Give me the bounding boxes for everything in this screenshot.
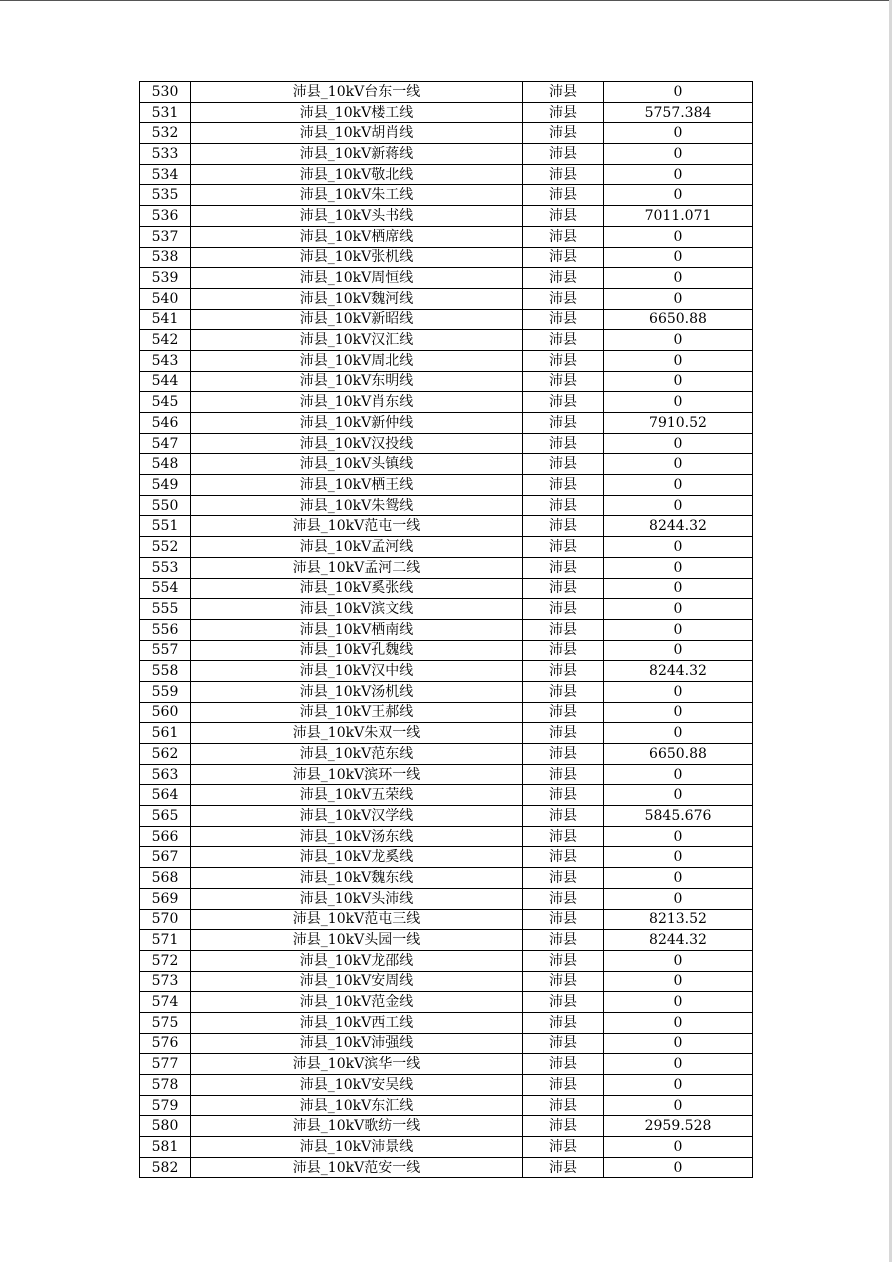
line-name-cell: 沛县_10kV栖席线: [191, 226, 523, 247]
row-number-cell: 561: [140, 723, 191, 744]
table-row: [140, 826, 753, 847]
line-name-cell: 沛县_10kV胡肖线: [191, 123, 523, 144]
table-row: [140, 1033, 753, 1054]
row-number-cell: 580: [140, 1116, 191, 1137]
row-number-cell: 548: [140, 454, 191, 475]
value-cell: 0: [604, 226, 753, 247]
value-cell: 0: [604, 268, 753, 289]
value-cell: 6650.88: [604, 744, 753, 765]
county-cell: 沛县: [523, 1095, 604, 1116]
county-cell: 沛县: [523, 764, 604, 785]
line-name-cell: 沛县_10kV新仲线: [191, 413, 523, 434]
value-cell: 0: [604, 454, 753, 475]
county-cell: 沛县: [523, 433, 604, 454]
line-name-cell: 沛县_10kV头书线: [191, 206, 523, 227]
county-cell: 沛县: [523, 309, 604, 330]
value-cell: 8244.32: [604, 930, 753, 951]
row-number-cell: 578: [140, 1075, 191, 1096]
value-cell: 0: [604, 164, 753, 185]
row-number-cell: 549: [140, 475, 191, 496]
row-number-cell: 547: [140, 433, 191, 454]
value-cell: 0: [604, 330, 753, 351]
row-number-cell: 538: [140, 247, 191, 268]
value-cell: 0: [604, 764, 753, 785]
county-cell: 沛县: [523, 599, 604, 620]
table-row: [140, 1075, 753, 1096]
row-number-cell: 532: [140, 123, 191, 144]
row-number-cell: 562: [140, 744, 191, 765]
table-row: [140, 930, 753, 951]
table-row: [140, 971, 753, 992]
county-cell: 沛县: [523, 537, 604, 558]
line-name-cell: 沛县_10kV奚张线: [191, 578, 523, 599]
row-number-cell: 563: [140, 764, 191, 785]
county-cell: 沛县: [523, 413, 604, 434]
table-row: [140, 1116, 753, 1137]
county-cell: 沛县: [523, 350, 604, 371]
line-name-cell: 沛县_10kV汉投线: [191, 433, 523, 454]
line-name-cell: 沛县_10kV孔魏线: [191, 640, 523, 661]
value-cell: 0: [604, 433, 753, 454]
county-cell: 沛县: [523, 702, 604, 723]
value-cell: 0: [604, 826, 753, 847]
table-row: [140, 806, 753, 827]
value-cell: 0: [604, 350, 753, 371]
row-number-cell: 545: [140, 392, 191, 413]
table-row: [140, 723, 753, 744]
line-name-cell: 沛县_10kV沛强线: [191, 1033, 523, 1054]
value-cell: 0: [604, 1157, 753, 1178]
county-cell: 沛县: [523, 723, 604, 744]
line-name-cell: 沛县_10kV魏河线: [191, 288, 523, 309]
line-name-cell: 沛县_10kV滨华一线: [191, 1054, 523, 1075]
county-cell: 沛县: [523, 909, 604, 930]
line-name-cell: 沛县_10kV范金线: [191, 992, 523, 1013]
line-name-cell: 沛县_10kV西工线: [191, 1012, 523, 1033]
county-cell: 沛县: [523, 950, 604, 971]
line-name-cell: 沛县_10kV张机线: [191, 247, 523, 268]
row-number-cell: 537: [140, 226, 191, 247]
county-cell: 沛县: [523, 1157, 604, 1178]
row-number-cell: 534: [140, 164, 191, 185]
line-name-cell: 沛县_10kV栖王线: [191, 475, 523, 496]
row-number-cell: 541: [140, 309, 191, 330]
value-cell: 0: [604, 1137, 753, 1158]
county-cell: 沛县: [523, 102, 604, 123]
county-cell: 沛县: [523, 185, 604, 206]
table-row: [140, 330, 753, 351]
table-row: [140, 1012, 753, 1033]
line-name-cell: 沛县_10kV五荣线: [191, 785, 523, 806]
row-number-cell: 558: [140, 661, 191, 682]
table-row: [140, 413, 753, 434]
table-row: [140, 640, 753, 661]
table-row: [140, 123, 753, 144]
line-name-cell: 沛县_10kV汉学线: [191, 806, 523, 827]
value-cell: 0: [604, 599, 753, 620]
row-number-cell: 573: [140, 971, 191, 992]
table-row: [140, 206, 753, 227]
county-cell: 沛县: [523, 1116, 604, 1137]
line-name-cell: 沛县_10kV汤机线: [191, 681, 523, 702]
value-cell: 0: [604, 992, 753, 1013]
value-cell: 5845.676: [604, 806, 753, 827]
line-name-cell: 沛县_10kV周恒线: [191, 268, 523, 289]
line-name-cell: 沛县_10kV头园一线: [191, 930, 523, 951]
table-row: [140, 185, 753, 206]
line-name-cell: 沛县_10kV范屯三线: [191, 909, 523, 930]
value-cell: 0: [604, 371, 753, 392]
line-name-cell: 沛县_10kV范屯一线: [191, 516, 523, 537]
row-number-cell: 564: [140, 785, 191, 806]
county-cell: 沛县: [523, 475, 604, 496]
value-cell: 0: [604, 82, 753, 103]
county-cell: 沛县: [523, 1137, 604, 1158]
table-row: [140, 619, 753, 640]
row-number-cell: 571: [140, 930, 191, 951]
value-cell: 6650.88: [604, 309, 753, 330]
table-row: [140, 82, 753, 103]
table-row: [140, 599, 753, 620]
row-number-cell: 567: [140, 847, 191, 868]
row-number-cell: 559: [140, 681, 191, 702]
line-name-cell: 沛县_10kV汉中线: [191, 661, 523, 682]
line-name-cell: 沛县_10kV朱双一线: [191, 723, 523, 744]
value-cell: 0: [604, 1012, 753, 1033]
line-name-cell: 沛县_10kV新昭线: [191, 309, 523, 330]
row-number-cell: 556: [140, 619, 191, 640]
value-cell: 0: [604, 868, 753, 889]
county-cell: 沛县: [523, 454, 604, 475]
county-cell: 沛县: [523, 516, 604, 537]
county-cell: 沛县: [523, 930, 604, 951]
feeder-table-body: [140, 82, 753, 1178]
row-number-cell: 553: [140, 557, 191, 578]
table-row: [140, 909, 753, 930]
table-row: [140, 847, 753, 868]
line-name-cell: 沛县_10kV台东一线: [191, 82, 523, 103]
line-name-cell: 沛县_10kV栖南线: [191, 619, 523, 640]
value-cell: 7910.52: [604, 413, 753, 434]
value-cell: 0: [604, 950, 753, 971]
value-cell: 0: [604, 640, 753, 661]
table-row: [140, 309, 753, 330]
row-number-cell: 543: [140, 350, 191, 371]
line-name-cell: 沛县_10kV周北线: [191, 350, 523, 371]
table-row: [140, 578, 753, 599]
value-cell: 0: [604, 619, 753, 640]
row-number-cell: 539: [140, 268, 191, 289]
county-cell: 沛县: [523, 206, 604, 227]
line-name-cell: 沛县_10kV新蒋线: [191, 144, 523, 165]
county-cell: 沛县: [523, 744, 604, 765]
value-cell: 8244.32: [604, 661, 753, 682]
table-row: [140, 557, 753, 578]
county-cell: 沛县: [523, 971, 604, 992]
line-name-cell: 沛县_10kV头镇线: [191, 454, 523, 475]
table-row: [140, 1137, 753, 1158]
table-row: [140, 681, 753, 702]
county-cell: 沛县: [523, 847, 604, 868]
row-number-cell: 530: [140, 82, 191, 103]
county-cell: 沛县: [523, 144, 604, 165]
value-cell: 7011.071: [604, 206, 753, 227]
row-number-cell: 540: [140, 288, 191, 309]
county-cell: 沛县: [523, 578, 604, 599]
row-number-cell: 531: [140, 102, 191, 123]
line-name-cell: 沛县_10kV汤东线: [191, 826, 523, 847]
row-number-cell: 581: [140, 1137, 191, 1158]
county-cell: 沛县: [523, 1012, 604, 1033]
value-cell: 0: [604, 702, 753, 723]
value-cell: 0: [604, 1075, 753, 1096]
table-row: [140, 1054, 753, 1075]
county-cell: 沛县: [523, 392, 604, 413]
row-number-cell: 575: [140, 1012, 191, 1033]
row-number-cell: 536: [140, 206, 191, 227]
line-name-cell: 沛县_10kV安吴线: [191, 1075, 523, 1096]
line-name-cell: 沛县_10kV魏东线: [191, 868, 523, 889]
line-name-cell: 沛县_10kV朱鸳线: [191, 495, 523, 516]
table-row: [140, 144, 753, 165]
row-number-cell: 533: [140, 144, 191, 165]
line-name-cell: 沛县_10kV滨环一线: [191, 764, 523, 785]
row-number-cell: 565: [140, 806, 191, 827]
row-number-cell: 551: [140, 516, 191, 537]
table-row: [140, 454, 753, 475]
county-cell: 沛县: [523, 806, 604, 827]
line-name-cell: 沛县_10kV龙奚线: [191, 847, 523, 868]
county-cell: 沛县: [523, 868, 604, 889]
row-number-cell: 546: [140, 413, 191, 434]
line-name-cell: 沛县_10kV肖东线: [191, 392, 523, 413]
county-cell: 沛县: [523, 1033, 604, 1054]
table-row: [140, 475, 753, 496]
line-name-cell: 沛县_10kV头沛线: [191, 888, 523, 909]
table-row: [140, 350, 753, 371]
row-number-cell: 560: [140, 702, 191, 723]
row-number-cell: 550: [140, 495, 191, 516]
table-row: [140, 392, 753, 413]
table-row: [140, 1157, 753, 1178]
value-cell: 0: [604, 123, 753, 144]
county-cell: 沛县: [523, 226, 604, 247]
table-row: [140, 950, 753, 971]
value-cell: 0: [604, 392, 753, 413]
line-name-cell: 沛县_10kV汉汇线: [191, 330, 523, 351]
table-row: [140, 495, 753, 516]
county-cell: 沛县: [523, 1054, 604, 1075]
county-cell: 沛县: [523, 164, 604, 185]
row-number-cell: 555: [140, 599, 191, 620]
table-row: [140, 247, 753, 268]
county-cell: 沛县: [523, 640, 604, 661]
line-name-cell: 沛县_10kV敬北线: [191, 164, 523, 185]
county-cell: 沛县: [523, 785, 604, 806]
table-row: [140, 702, 753, 723]
county-cell: 沛县: [523, 619, 604, 640]
county-cell: 沛县: [523, 992, 604, 1013]
county-cell: 沛县: [523, 247, 604, 268]
table-row: [140, 288, 753, 309]
row-number-cell: 535: [140, 185, 191, 206]
value-cell: 0: [604, 185, 753, 206]
row-number-cell: 566: [140, 826, 191, 847]
value-cell: 8244.32: [604, 516, 753, 537]
value-cell: 8213.52: [604, 909, 753, 930]
row-number-cell: 577: [140, 1054, 191, 1075]
row-number-cell: 576: [140, 1033, 191, 1054]
line-name-cell: 沛县_10kV沛景线: [191, 1137, 523, 1158]
county-cell: 沛县: [523, 1075, 604, 1096]
line-name-cell: 沛县_10kV范安一线: [191, 1157, 523, 1178]
table-row: [140, 661, 753, 682]
county-cell: 沛县: [523, 681, 604, 702]
county-cell: 沛县: [523, 888, 604, 909]
county-cell: 沛县: [523, 268, 604, 289]
county-cell: 沛县: [523, 288, 604, 309]
row-number-cell: 552: [140, 537, 191, 558]
row-number-cell: 568: [140, 868, 191, 889]
row-number-cell: 542: [140, 330, 191, 351]
table-row: [140, 764, 753, 785]
value-cell: 0: [604, 495, 753, 516]
value-cell: 0: [604, 681, 753, 702]
row-number-cell: 572: [140, 950, 191, 971]
value-cell: 5757.384: [604, 102, 753, 123]
value-cell: 0: [604, 144, 753, 165]
table-row: [140, 537, 753, 558]
value-cell: 0: [604, 1033, 753, 1054]
value-cell: 0: [604, 537, 753, 558]
line-name-cell: 沛县_10kV歌纺一线: [191, 1116, 523, 1137]
table-row: [140, 433, 753, 454]
row-number-cell: 544: [140, 371, 191, 392]
value-cell: 0: [604, 475, 753, 496]
value-cell: 0: [604, 971, 753, 992]
feeder-table: [139, 81, 753, 1178]
table-row: [140, 102, 753, 123]
county-cell: 沛县: [523, 371, 604, 392]
page-top-border: [0, 0, 892, 1]
value-cell: 0: [604, 785, 753, 806]
table-row: [140, 516, 753, 537]
value-cell: 0: [604, 723, 753, 744]
table-row: [140, 785, 753, 806]
table-row: [140, 868, 753, 889]
table-row: [140, 164, 753, 185]
value-cell: 0: [604, 1054, 753, 1075]
line-name-cell: 沛县_10kV范东线: [191, 744, 523, 765]
line-name-cell: 沛县_10kV滨文线: [191, 599, 523, 620]
county-cell: 沛县: [523, 557, 604, 578]
line-name-cell: 沛县_10kV楼工线: [191, 102, 523, 123]
county-cell: 沛县: [523, 82, 604, 103]
row-number-cell: 554: [140, 578, 191, 599]
line-name-cell: 沛县_10kV孟河二线: [191, 557, 523, 578]
line-name-cell: 沛县_10kV朱工线: [191, 185, 523, 206]
line-name-cell: 沛县_10kV王郝线: [191, 702, 523, 723]
table-row: [140, 744, 753, 765]
row-number-cell: 570: [140, 909, 191, 930]
county-cell: 沛县: [523, 826, 604, 847]
county-cell: 沛县: [523, 330, 604, 351]
value-cell: 0: [604, 888, 753, 909]
table-row: [140, 992, 753, 1013]
value-cell: 2959.528: [604, 1116, 753, 1137]
table-row: [140, 226, 753, 247]
row-number-cell: 582: [140, 1157, 191, 1178]
line-name-cell: 沛县_10kV东汇线: [191, 1095, 523, 1116]
value-cell: 0: [604, 1095, 753, 1116]
value-cell: 0: [604, 288, 753, 309]
line-name-cell: 沛县_10kV安周线: [191, 971, 523, 992]
line-name-cell: 沛县_10kV龙邵线: [191, 950, 523, 971]
value-cell: 0: [604, 578, 753, 599]
table-row: [140, 1095, 753, 1116]
value-cell: 0: [604, 557, 753, 578]
county-cell: 沛县: [523, 495, 604, 516]
table-row: [140, 371, 753, 392]
value-cell: 0: [604, 847, 753, 868]
line-name-cell: 沛县_10kV东明线: [191, 371, 523, 392]
table-row: [140, 888, 753, 909]
county-cell: 沛县: [523, 123, 604, 144]
line-name-cell: 沛县_10kV孟河线: [191, 537, 523, 558]
table-row: [140, 268, 753, 289]
row-number-cell: 574: [140, 992, 191, 1013]
row-number-cell: 557: [140, 640, 191, 661]
value-cell: 0: [604, 247, 753, 268]
county-cell: 沛县: [523, 661, 604, 682]
row-number-cell: 569: [140, 888, 191, 909]
row-number-cell: 579: [140, 1095, 191, 1116]
